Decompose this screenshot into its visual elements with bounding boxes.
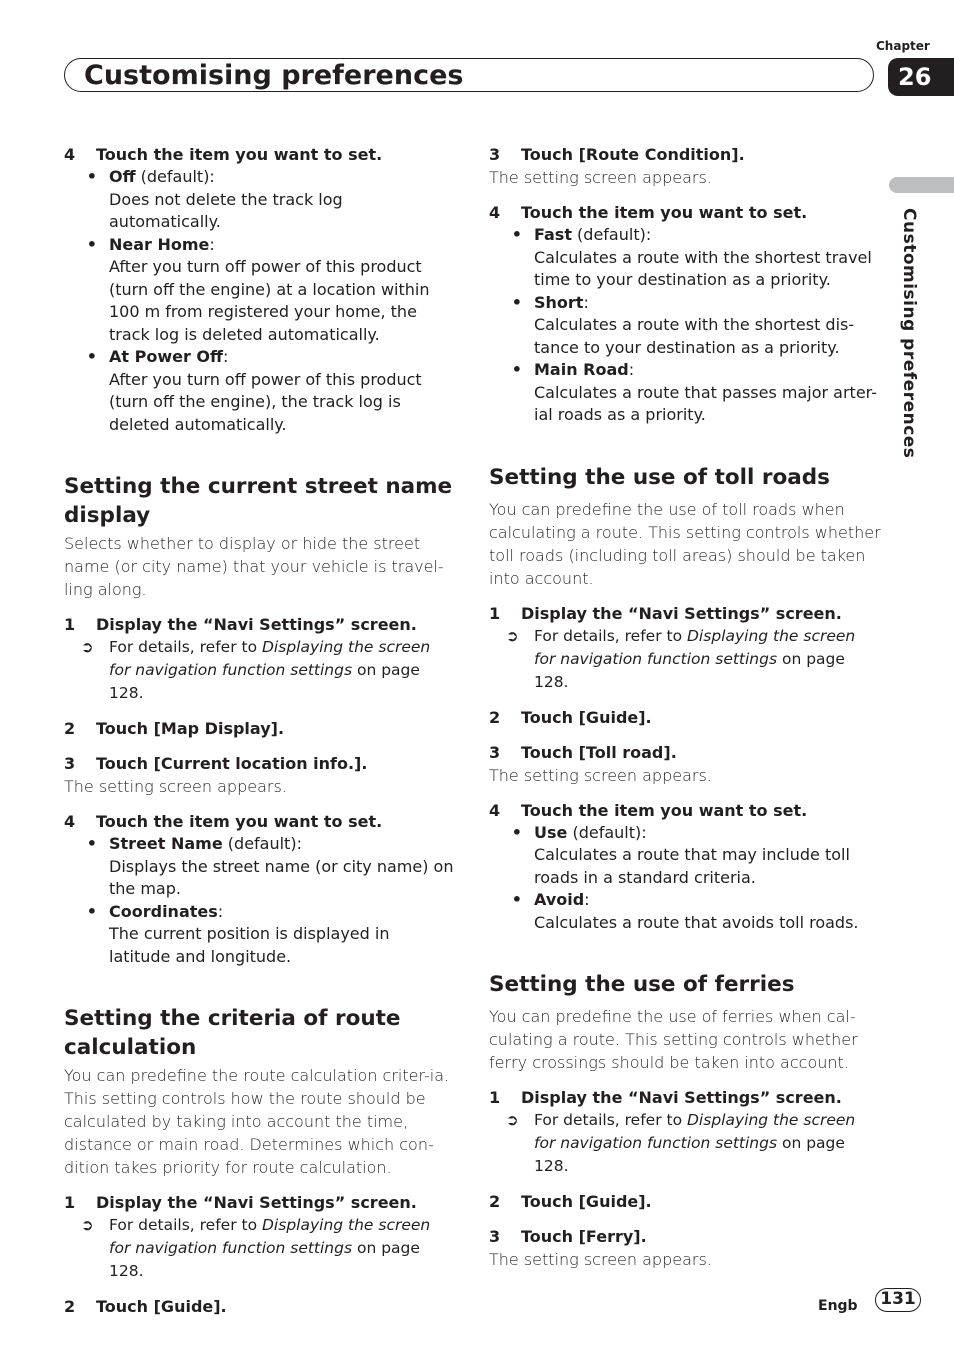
step-heading: 2 Touch [Guide]. [64, 1297, 227, 1316]
option-description: Displays the street name (or city name) on the map. [109, 856, 454, 898]
right-column [489, 140, 881, 1271]
reference-arrow-icon: ➲ [506, 626, 519, 645]
reference-arrow-icon: ➲ [81, 638, 94, 656]
step-heading: 2 Touch [Guide]. [489, 707, 652, 727]
step-heading: 1 Display the “Navi Settings” screen. [489, 1088, 842, 1107]
step-heading: 3 Touch [Route Condition]. [489, 145, 745, 164]
page-reference: ➲ For details, refer to Displaying the screen for navigation function settings on page 128. [489, 1109, 881, 1178]
left-column [64, 140, 454, 1318]
option-item: • Fast (default): [511, 225, 652, 244]
page-reference: ➲ For details, refer to Displaying the screen for navigation function settings on page 128. [64, 636, 454, 705]
section-intro: You can predefine the use of ferries when cal-culating a route. This setting controls whether ferry crossings should be taken into account. [489, 1007, 858, 1072]
option-item: • Off (default): [86, 167, 215, 186]
step-heading: 4 Touch the item you want to set. [489, 800, 808, 820]
option-description: The current position is displayed in latitude and longitude. [109, 924, 390, 966]
step-heading: 1 Display the “Navi Settings” screen. [64, 1193, 417, 1212]
option-item: • Street Name (default): [86, 834, 302, 853]
option-item: • Near Home: [86, 234, 215, 254]
step-heading: 2 Touch [Guide]. [489, 1192, 652, 1211]
step-heading: 1 Display the “Navi Settings” screen. [64, 615, 417, 634]
option-description: Calculates a route that passes major arter-ial roads as a priority. [534, 382, 877, 424]
section-heading: Setting the criteria of route calculation [64, 1006, 401, 1060]
page-number: 131 [875, 1288, 921, 1312]
option-item: • Coordinates: [86, 901, 224, 921]
step-heading: 3 Touch [Ferry]. [489, 1227, 647, 1246]
step-heading: 4 Touch the item you want to set. [64, 812, 383, 831]
section-heading: Setting the current street name display [64, 474, 453, 528]
page-reference: ➲ For details, refer to Displaying the screen for navigation function settings on page 128. [489, 625, 881, 694]
option-item: • Avoid: [511, 890, 590, 909]
step-result: The setting screen appears. [489, 168, 712, 187]
option-item: • Main Road: [511, 360, 635, 379]
reference-arrow-icon: ➲ [81, 1216, 94, 1234]
step-result: The setting screen appears. [489, 765, 712, 785]
option-description: After you turn off power of this product (turn off the engine) at a location within 100 m from registered your home, the track log is deleted automatically. [109, 257, 430, 344]
step-heading: 3 Touch [Current location info.]. [64, 754, 368, 773]
step-result: The setting screen appears. [489, 1250, 712, 1269]
page-reference: ➲ For details, refer to Displaying the screen for navigation function settings on page 128. [64, 1214, 454, 1283]
language-code: Engb [818, 1298, 858, 1314]
chapter-number: 26 [888, 58, 954, 96]
step-heading: 4 Touch the item you want to set. [489, 203, 808, 222]
chapter-label: Chapter [876, 39, 930, 53]
section-intro: You can predefine the route calculation criter-ia. This setting controls how the route should be calculated by taking into account the time, distance or main road. Determines which con-dition takes priority for route calculation. [64, 1066, 450, 1177]
option-item: • At Power Off: [86, 347, 229, 366]
section-heading: Setting the use of ferries [489, 972, 795, 997]
step-result: The setting screen appears. [64, 777, 287, 796]
section-intro: You can predefine the use of toll roads when calculating a route. This setting controls whether toll roads (including toll areas) should be taken into account. [489, 499, 881, 588]
option-description: After you turn off power of this product (turn off the engine), the track log is deleted automatically. [109, 369, 422, 434]
page-title: Customising preferences [84, 60, 464, 91]
step-heading: 4 Touch the item you want to set. [64, 145, 383, 164]
option-description: Calculates a route with the shortest travel time to your destination as a priority. [534, 247, 872, 289]
section-intro: Selects whether to display or hide the street name (or city name) that your vehicle is travel-ling along. [64, 534, 444, 599]
option-description: Calculates a route with the shortest dis-tance to your destination as a priority. [534, 315, 855, 357]
option-description: Does not delete the track log automatically. [109, 189, 343, 231]
step-heading: 1 Display the “Navi Settings” screen. [489, 603, 842, 623]
option-item: • Use (default): [511, 822, 647, 842]
reference-arrow-icon: ➲ [506, 1111, 519, 1129]
option-description: Calculates a route that may include toll roads in a standard criteria. [534, 845, 850, 887]
side-tab-marker [889, 177, 954, 193]
option-description: Calculates a route that avoids toll roads. [534, 912, 859, 932]
step-heading: 2 Touch [Map Display]. [64, 719, 285, 738]
step-heading: 3 Touch [Toll road]. [489, 742, 677, 762]
option-item: • Short: [511, 292, 589, 312]
side-tab-label: Customising preferences [899, 208, 919, 459]
section-heading: Setting the use of toll roads [489, 464, 830, 490]
